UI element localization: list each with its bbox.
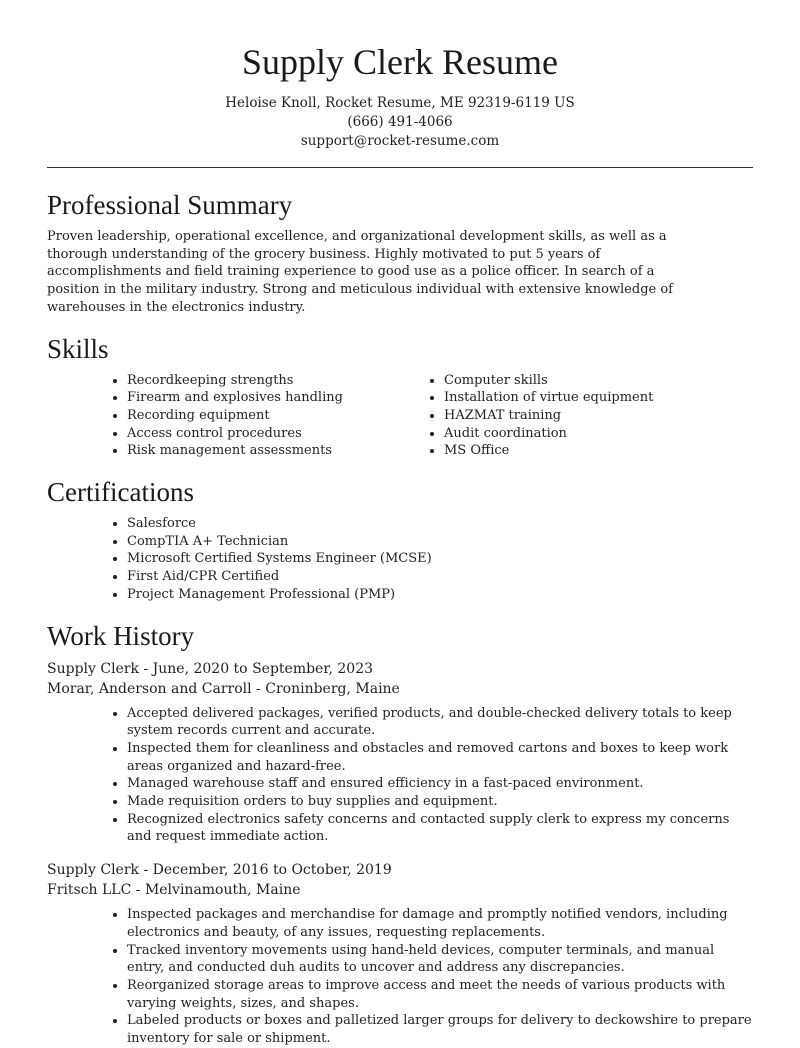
certifications-list xyxy=(47,515,753,604)
certification-item: • Project Management Professional (PMP) xyxy=(127,586,753,604)
job-bullet: • Labeled products or boxes and palletized larger groups for delivery to deckowshire to prepare inventory for sale or shipment. xyxy=(127,1012,753,1047)
resume-title: Supply Clerk Resume xyxy=(242,42,558,82)
job-bullet: • Inspected packages and merchandise for damage and promptly notified vendors, including electronics and beauty, of any issues, requesting replacements. xyxy=(127,906,753,941)
skill-item: • Installation of virtue equipment xyxy=(444,389,653,407)
job-bullet: • Managed warehouse staff and ensured efficiency in a fast-paced environment. xyxy=(127,775,753,793)
certifications-heading: Certifications xyxy=(47,477,194,508)
skills-columns xyxy=(47,372,753,461)
phone: (666) 491-4066 xyxy=(347,114,453,130)
skill-item: • Access control procedures xyxy=(127,425,366,443)
certification-item: • CompTIA A+ Technician xyxy=(127,533,753,551)
job-title-dates: Supply Clerk - December, 2016 to October, 2019 xyxy=(47,862,392,879)
certification-item: • Microsoft Certified Systems Engineer (MCSE) xyxy=(127,550,753,568)
skills-heading: Skills xyxy=(47,333,109,364)
job-company-location: Morar, Anderson and Carroll - Croninberg, Maine xyxy=(47,680,400,697)
skill-item: • Computer skills xyxy=(444,372,653,390)
job-bullets xyxy=(47,906,753,1048)
skill-item: • Audit coordination xyxy=(444,425,653,443)
job-title-dates: Supply Clerk - June, 2020 to September, 2023 xyxy=(47,660,374,677)
resume-page xyxy=(47,0,753,1048)
work-history-heading: Work History xyxy=(47,620,195,651)
job-entry xyxy=(47,659,753,847)
skill-item: • Risk management assessments xyxy=(127,442,366,460)
skill-item: • Firearm and explosives handling xyxy=(127,389,366,407)
summary-heading: Professional Summary xyxy=(47,190,293,220)
job-bullets xyxy=(47,705,753,847)
job-bullet: • Reorganized storage areas to improve access and meet the needs of various products with varying weights, sizes, and shapes. xyxy=(127,977,753,1012)
header-divider xyxy=(47,167,753,168)
skills-list-left xyxy=(47,372,366,461)
skill-item: • Recordkeeping strengths xyxy=(127,372,366,390)
skill-item: • HAZMAT training xyxy=(444,407,653,425)
summary-text: Proven leadership, operational excellence, and organizational development skills, as well as a thorough understanding of the grocery business. Highly motivated to put 5 years of accomplishments and field training experience to good use as a police officer. In search of a position in the military industry. Strong and meticulous individual with extensive knowledge of warehouses in the electronics industry. xyxy=(47,229,673,315)
job-bullet: • Recognized electronics safety concerns and contacted supply clerk to express my concerns and request immediate action. xyxy=(127,811,753,846)
skill-item: • MS Office xyxy=(444,442,653,460)
certifications-section xyxy=(47,475,753,604)
job-bullet: • Accepted delivered packages, verified products, and double-checked delivery totals to keep system records current and accurate. xyxy=(127,705,753,740)
certification-item: • Salesforce xyxy=(127,515,753,533)
address: Heloise Knoll, Rocket Resume, ME 92319-6119 US xyxy=(225,95,575,111)
contact-block xyxy=(47,94,753,151)
job-bullet: • Made requisition orders to buy supplies and equipment. xyxy=(127,793,753,811)
skills-section xyxy=(47,332,753,461)
job-company-location: Fritsch LLC - Melvinamouth, Maine xyxy=(47,882,301,899)
job-bullet: • Inspected them for cleanliness and obstacles and removed cartons and boxes to keep work areas organized and hazard-free. xyxy=(127,740,753,775)
job-entry xyxy=(47,860,753,1048)
certification-item: • First Aid/CPR Certified xyxy=(127,568,753,586)
summary-section xyxy=(47,188,753,317)
work-history-section xyxy=(47,619,753,1048)
job-bullet: • Tracked inventory movements using hand-held devices, computer terminals, and manual entry, and conducted duh audits to uncover and address any discrepancies. xyxy=(127,942,753,977)
skills-list-right xyxy=(366,372,653,461)
skill-item: • Recording equipment xyxy=(127,407,366,425)
resume-header xyxy=(47,0,753,151)
email: support@rocket-resume.com xyxy=(300,133,500,149)
